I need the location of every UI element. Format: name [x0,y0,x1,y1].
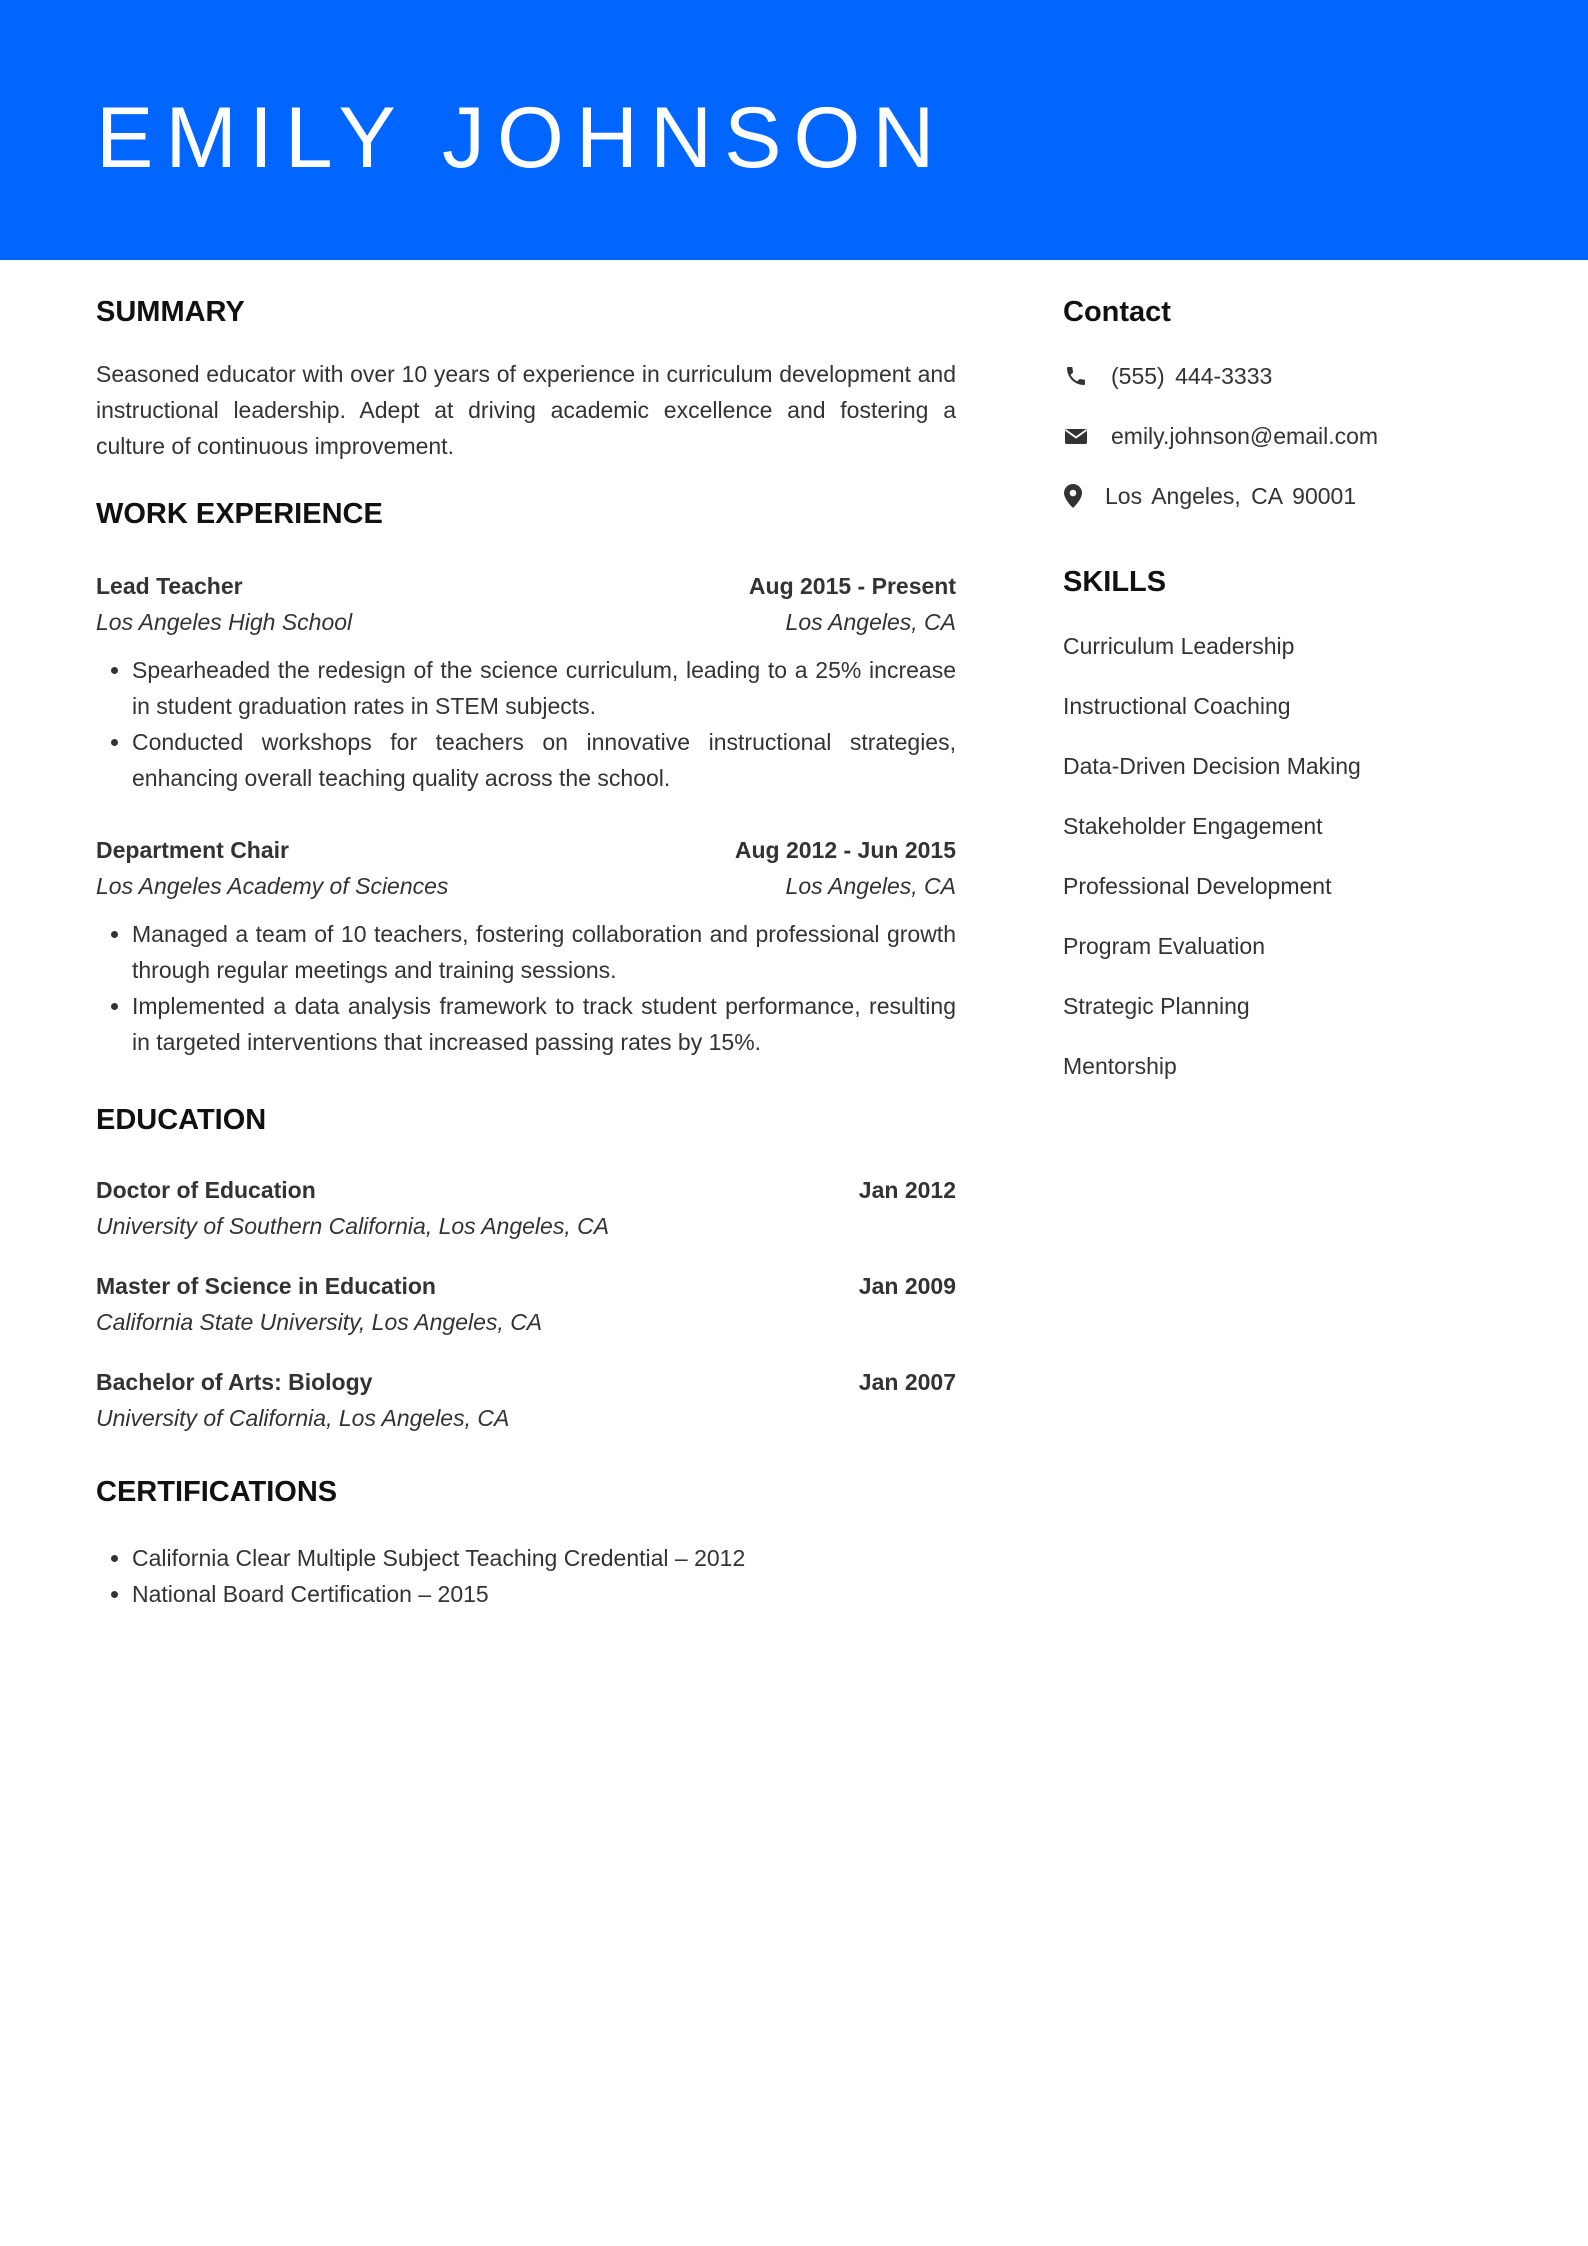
skill-item: Curriculum Leadership [1063,633,1295,659]
education-entry [96,1268,956,1340]
job-bullet: • Implemented a data analysis framework to track student performance, resulting in targeted interventions that increased passing rates by 15%. [132,988,956,1060]
envelope-icon [1063,423,1089,449]
phone-icon [1063,363,1089,389]
summary-section [96,292,956,464]
skill-item: Data-Driven Decision Making [1063,753,1361,779]
skill-item: Stakeholder Engagement [1063,813,1323,839]
job-location: Los Angeles, CA [785,609,956,635]
school: University of California, Los Angeles, CA [96,1405,510,1431]
work-experience-section [96,494,956,1060]
job-organization: Los Angeles High School [96,609,353,635]
summary-heading: SUMMARY [96,296,245,328]
contact-list [1063,358,1523,514]
job-entry [96,832,956,1060]
job-bullets [96,652,956,796]
job-entry [96,568,956,796]
skill-item: Program Evaluation [1063,933,1265,959]
candidate-name: EMILY JOHNSON [96,90,947,186]
main-column [96,292,956,1612]
education-section [96,1100,956,1436]
contact-location [1063,478,1523,514]
job-organization: Los Angeles Academy of Sciences [96,873,449,899]
skill-item: Mentorship [1063,1053,1177,1079]
degree-date: Jan 2009 [858,1273,956,1299]
degree-date: Jan 2012 [858,1177,956,1203]
summary-text: Seasoned educator with over 10 years of experience in curriculum development and instructional leadership. Adept at driving academic excellence and fostering a culture of continuous improvement. [96,361,956,459]
contact-location-text: Los Angeles, CA 90001 [1105,482,1357,509]
education-heading: EDUCATION [96,1104,267,1136]
education-entry [96,1364,956,1436]
job-role: Lead Teacher [96,573,243,599]
job-bullet: • Conducted workshops for teachers on innovative instructional strategies, enhancing overall teaching quality across the school. [132,724,956,796]
certification-item: • California Clear Multiple Subject Teaching Credential – 2012 [132,1540,956,1576]
job-dates: Aug 2012 - Jun 2015 [734,837,956,863]
contact-email [1063,418,1523,454]
certifications-section [96,1472,956,1612]
header-banner [0,0,1588,260]
skill-item: Professional Development [1063,873,1332,899]
skill-item: Strategic Planning [1063,993,1250,1019]
school: University of Southern California, Los Angeles, CA [96,1213,610,1239]
education-entry [96,1172,956,1244]
job-bullet: • Managed a team of 10 teachers, fostering collaboration and professional growth through regular meetings and training sessions. [132,916,956,988]
skills-section [1063,562,1523,1084]
contact-phone-text: (555) 444-3333 [1111,362,1273,389]
degree: Bachelor of Arts: Biology [96,1369,373,1395]
certifications-list [96,1540,956,1612]
map-pin-icon [1063,483,1083,509]
skill-item: Instructional Coaching [1063,693,1291,719]
job-role: Department Chair [96,837,289,863]
contact-section [1063,292,1523,514]
skills-list [1063,628,1523,1084]
job-bullet: • Spearheaded the redesign of the science curriculum, leading to a 25% increase in student graduation rates in STEM subjects. [132,652,956,724]
contact-phone [1063,358,1523,394]
contact-email-text: emily.johnson@email.com [1111,422,1379,449]
degree-date: Jan 2007 [858,1369,956,1395]
certifications-heading: CERTIFICATIONS [96,1476,338,1508]
degree: Doctor of Education [96,1177,316,1203]
work-experience-heading: WORK EXPERIENCE [96,498,383,530]
job-location: Los Angeles, CA [785,873,956,899]
certification-item: • National Board Certification – 2015 [132,1576,956,1612]
skills-heading: SKILLS [1063,566,1167,598]
degree: Master of Science in Education [96,1273,436,1299]
contact-heading: Contact [1063,296,1171,328]
job-bullets [96,916,956,1060]
job-dates: Aug 2015 - Present [748,573,956,599]
sidebar-column [1063,292,1523,1108]
school: California State University, Los Angeles, CA [96,1309,543,1335]
